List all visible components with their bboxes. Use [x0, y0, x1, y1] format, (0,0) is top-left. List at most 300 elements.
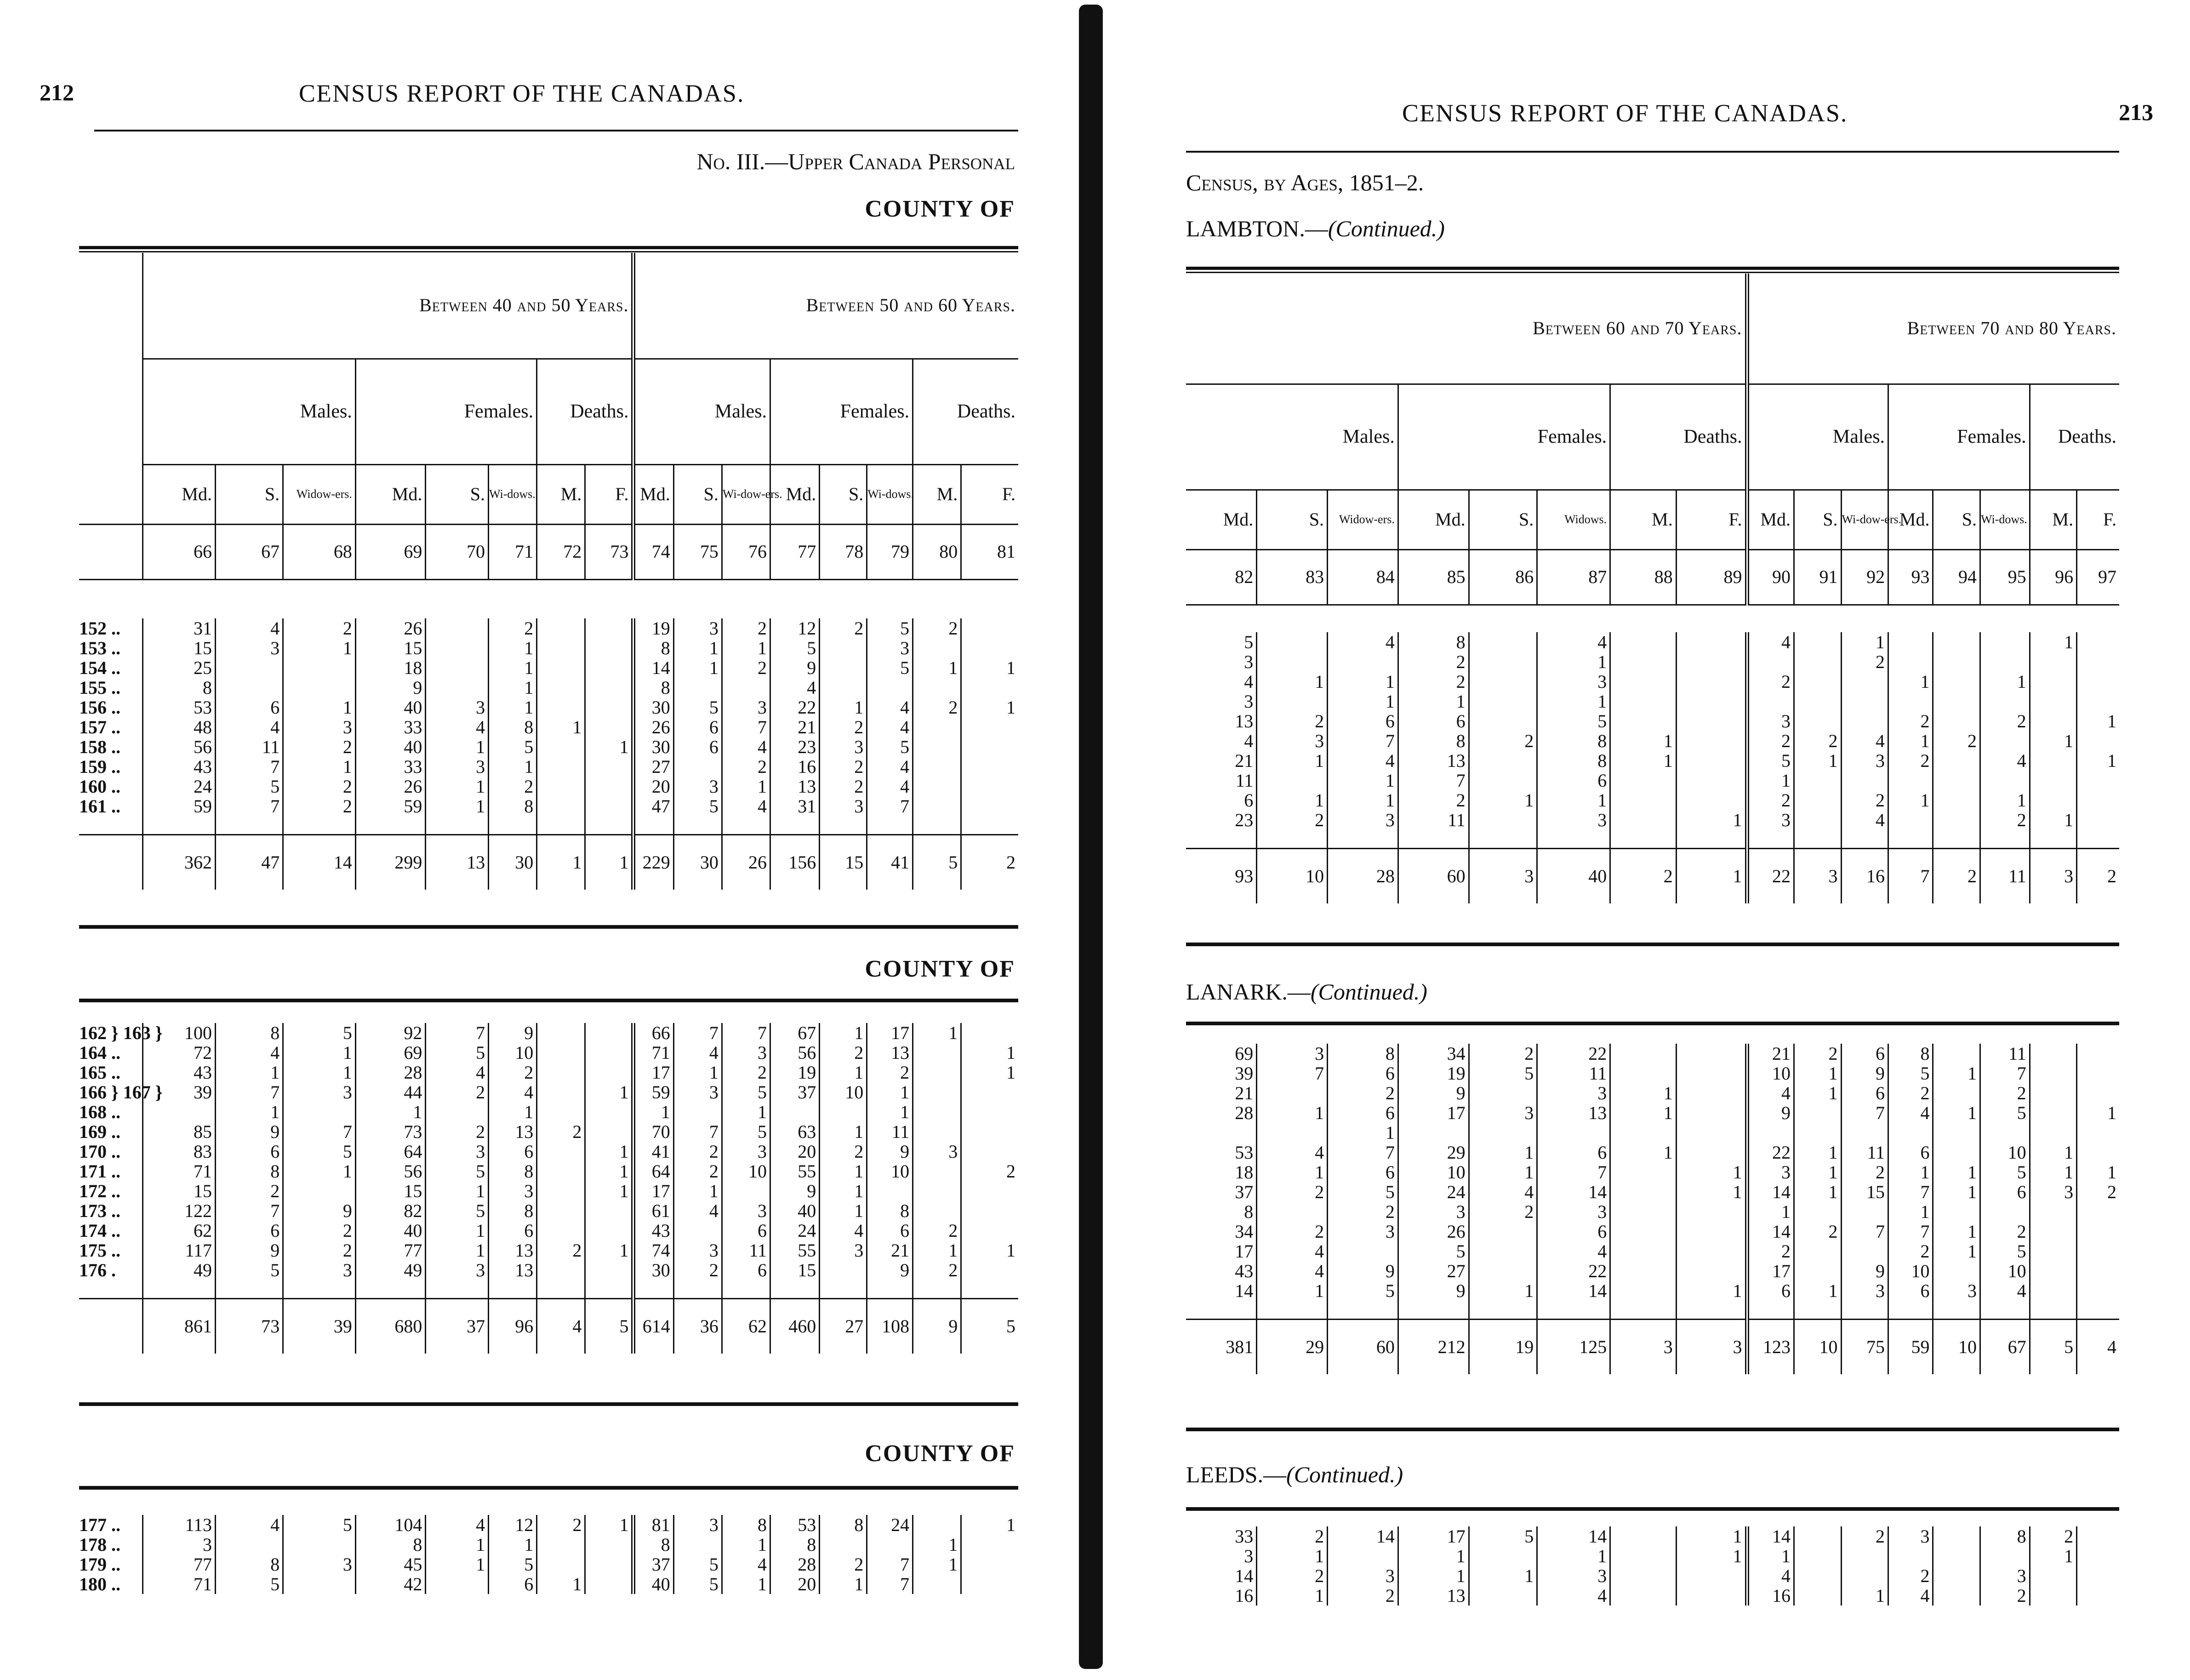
table-cell [1841, 672, 1888, 691]
table-cell [585, 1102, 633, 1122]
table-cell: 7 [1888, 1182, 1933, 1202]
table-cell [2030, 1566, 2077, 1586]
table-cell: 1 [673, 638, 722, 658]
table-cell: 1 [1328, 1123, 1398, 1143]
table-cell [2030, 1586, 2077, 1606]
column-label: Wi-dow-ers. [1841, 490, 1888, 549]
table-cell: 7 [216, 1201, 283, 1221]
table-cell [283, 1535, 356, 1554]
table-cell [913, 1102, 961, 1122]
table-cell [1933, 771, 1980, 790]
table-cell [537, 618, 585, 638]
table-cell: 1 [673, 658, 722, 678]
table-cell [143, 1102, 216, 1122]
table-cell: 5 [216, 1574, 283, 1594]
table-cell [673, 1535, 722, 1554]
table-cell [1610, 1123, 1677, 1143]
table-cell: 16 [1747, 1586, 1794, 1606]
table-cell: 2 [820, 618, 867, 638]
table-cell: 8 [489, 1201, 537, 1221]
table-row [79, 1221, 1018, 1240]
table-cell: 71 [143, 1161, 216, 1181]
section-rule [1186, 943, 2119, 946]
table-cell: 1 [489, 697, 537, 717]
table-cell: 3 [1537, 810, 1610, 830]
row-label: 175 .. [79, 1240, 120, 1261]
total-cell: 2 [1933, 848, 1980, 903]
table-top-rule [79, 246, 1018, 252]
table-cell [537, 1161, 585, 1181]
total-cell: 2 [961, 834, 1018, 890]
table-cell: 4 [1980, 1281, 2030, 1301]
column-label: S. [1794, 490, 1842, 549]
table-cell: 71 [633, 1043, 673, 1063]
table-cell: 6 [1328, 1063, 1398, 1083]
column-number: 78 [820, 524, 867, 579]
table-cell: 13 [770, 777, 820, 796]
table-cell: 1 [1933, 1182, 1980, 1202]
table-cell [913, 757, 961, 777]
table-cell: 2 [722, 618, 770, 638]
table-cell: 53 [143, 697, 216, 717]
table-cell: 14 [633, 658, 673, 678]
table-cell [2030, 1261, 2077, 1281]
table-cell: 1 [216, 1102, 283, 1122]
table-cell [1933, 672, 1980, 691]
table-cell [585, 1063, 633, 1082]
total-cell: 10 [1933, 1319, 1980, 1374]
table-row [79, 638, 1018, 658]
table-cell [2077, 1143, 2119, 1162]
table-cell [1933, 1083, 1980, 1103]
table-cell: 6 [1244, 789, 1254, 811]
table-cell: 1 [2030, 632, 2077, 652]
table-cell: 1 [961, 658, 1018, 678]
table-cell: 14 [1747, 1182, 1794, 1202]
table-cell: 3 [1980, 1566, 2030, 1586]
table-cell [585, 1535, 633, 1554]
table-cell [1610, 1281, 1677, 1301]
row-label: 166 } 167 } [79, 1081, 163, 1103]
table-cell: 6 [1888, 1143, 1933, 1162]
table-cell [1888, 691, 1933, 711]
table-cell: 1 [489, 678, 537, 697]
table-cell [585, 1043, 633, 1063]
total-cell: 30 [673, 834, 722, 890]
table-cell: 1 [1888, 1202, 1933, 1222]
column-label: S. [673, 464, 722, 524]
table-cell: 5 [1980, 1103, 2030, 1123]
table-cell [585, 678, 633, 697]
table-cell: 3 [913, 1142, 961, 1161]
table-cell: 1 [633, 1102, 673, 1122]
table-cell [537, 678, 585, 697]
table-cell: 2 [1469, 731, 1537, 751]
column-number: 85 [1398, 549, 1469, 605]
table-cell: 4 [722, 1554, 770, 1574]
table-cell: 3 [722, 697, 770, 717]
table-cell [913, 1515, 961, 1535]
table-cell: 7 [1537, 1162, 1610, 1182]
table-cell [913, 1063, 961, 1082]
table-cell: 1 [426, 1535, 489, 1554]
table-cell: 4 [867, 697, 913, 717]
table-cell: 8 [1244, 1201, 1254, 1222]
table-cell [537, 757, 585, 777]
table-cell [2077, 1083, 2119, 1103]
table-cell [426, 618, 489, 638]
table-cell [1980, 1546, 2030, 1566]
table-cell: 2 [537, 1240, 585, 1260]
table-cell: 1 [489, 1102, 537, 1122]
table-cell: 6 [1888, 1281, 1933, 1301]
table-cell: 3 [489, 1181, 537, 1201]
table-cell: 2 [1257, 711, 1328, 731]
table-cell [2077, 672, 2119, 691]
table-cell [2030, 672, 2077, 691]
table-cell [1933, 711, 1980, 731]
table-cell: 11 [1841, 1143, 1888, 1162]
table-cell: 8 [633, 1535, 673, 1554]
table-cell: 4 [1244, 671, 1254, 692]
table-cell: 49 [355, 1260, 425, 1280]
table-row [1186, 810, 2119, 830]
table-cell [2077, 731, 2119, 751]
total-cell: 861 [143, 1298, 216, 1354]
table-cell [2030, 771, 2077, 790]
table-row [1186, 632, 2119, 652]
table-cell: 1 [283, 638, 356, 658]
total-cell: 93 [1186, 848, 1257, 903]
table-cell: 7 [1257, 1063, 1328, 1083]
table-cell [722, 1181, 770, 1201]
table-cell: 92 [355, 1023, 425, 1043]
table-cell: 2 [1398, 652, 1469, 672]
table-cell: 3 [426, 757, 489, 777]
table-cell: 8 [1888, 1044, 1933, 1063]
total-cell: 229 [633, 834, 673, 890]
table-cell: 10 [489, 1043, 537, 1063]
table-cell: 55 [770, 1161, 820, 1181]
sub-header-males: Males. [143, 359, 356, 464]
data-table-section-1 [79, 618, 1018, 890]
head-rule [94, 130, 1018, 131]
county-name: LEEDS. [1186, 1462, 1264, 1487]
table-row [1186, 1123, 2119, 1143]
table-cell: 3 [2030, 1182, 2077, 1202]
table-cell: 13 [1235, 710, 1254, 731]
table-cell: 3 [1257, 1044, 1328, 1063]
table-cell [1610, 691, 1677, 711]
table-cell: 19 [633, 618, 673, 638]
table-cell: 39 [1235, 1063, 1254, 1084]
total-cell: 3 [1794, 848, 1842, 903]
table-cell [585, 638, 633, 658]
table-cell: 21 [1235, 750, 1254, 771]
table-cell: 1 [426, 737, 489, 757]
total-cell: 5 [585, 1298, 633, 1354]
total-cell: 614 [633, 1298, 673, 1354]
table-cell [913, 777, 961, 796]
table-row [79, 1535, 1018, 1554]
table-cell [2030, 1103, 2077, 1123]
column-number: 94 [1933, 549, 1980, 605]
table-cell: 8 [1980, 1526, 2030, 1546]
column-number: 68 [283, 524, 356, 579]
table-cell: 24 [1398, 1182, 1469, 1202]
table-cell [537, 1221, 585, 1240]
table-cell [722, 678, 770, 697]
table-cell: 7 [673, 1122, 722, 1142]
section-rule [79, 925, 1018, 929]
table-cell: 1 [1537, 691, 1610, 711]
total-cell: 11 [1980, 848, 2030, 903]
table-cell: 16 [770, 757, 820, 777]
table-cell [961, 1535, 1018, 1554]
table-cell [1610, 672, 1677, 691]
total-cell: 37 [426, 1298, 489, 1354]
table-cell [585, 717, 633, 737]
table-cell: 31 [770, 796, 820, 816]
table-row [79, 697, 1018, 717]
row-label: 171 .. [79, 1160, 120, 1182]
table-cell: 9 [1398, 1281, 1469, 1301]
table-cell: 2 [1328, 1083, 1398, 1103]
table-cell: 8 [770, 1535, 820, 1554]
table-cell: 1 [820, 1161, 867, 1181]
table-row [1186, 751, 2119, 771]
table-cell: 17 [1747, 1261, 1794, 1281]
table-cell: 1 [1888, 1162, 1933, 1182]
column-number: 96 [2030, 549, 2077, 605]
table-row [1186, 731, 2119, 751]
table-cell: 15 [355, 1181, 425, 1201]
table-cell [1980, 1123, 2030, 1143]
table-cell: 2 [1980, 1222, 2030, 1241]
table-cell [1398, 1123, 1469, 1143]
table-cell [1676, 790, 1747, 810]
table-cell: 1 [2030, 1546, 2077, 1566]
table-cell: 3 [1244, 1545, 1254, 1566]
table-cell: 1 [913, 1023, 961, 1043]
table-cell [216, 1535, 283, 1554]
table-cell [1469, 1546, 1537, 1566]
table-cell [585, 1221, 633, 1240]
table-cell: 4 [722, 737, 770, 757]
section-rule [79, 999, 1018, 1002]
table-cell: 3 [1537, 672, 1610, 691]
table-cell [913, 796, 961, 816]
row-label: 160 .. [79, 776, 120, 797]
table-cell: 1 [673, 1063, 722, 1082]
table-cell: 9 [1747, 1103, 1794, 1123]
table-cell: 26 [355, 777, 425, 796]
table-cell [1933, 1261, 1980, 1281]
table-cell [1933, 1044, 1980, 1063]
table-cell: 122 [143, 1201, 216, 1221]
table-cell [820, 638, 867, 658]
table-cell: 7 [1841, 1222, 1888, 1241]
column-number: 72 [537, 524, 585, 579]
table-cell [585, 1574, 633, 1594]
table-cell: 64 [633, 1161, 673, 1181]
table-row [79, 717, 1018, 737]
table-cell: 64 [355, 1142, 425, 1161]
table-cell [1676, 1202, 1747, 1222]
table-cell: 4 [770, 678, 820, 697]
table-cell: 3 [1244, 651, 1254, 672]
table-cell [1747, 652, 1794, 672]
table-cell: 5 [1747, 751, 1794, 771]
table-cell [585, 777, 633, 796]
table-cell: 1 [1794, 1083, 1842, 1103]
table-cell: 12 [770, 618, 820, 638]
table-cell: 2 [1980, 810, 2030, 830]
total-cell: 3 [2030, 848, 2077, 903]
table-cell: 1 [426, 796, 489, 816]
table-cell: 24 [143, 777, 216, 796]
table-cell [1610, 632, 1677, 652]
table-cell: 1 [2030, 1143, 2077, 1162]
table-cell: 2 [1888, 711, 1933, 731]
table-cell: 7 [216, 1082, 283, 1102]
table-cell: 10 [1888, 1261, 1933, 1281]
table-cell: 7 [867, 796, 913, 816]
table-cell: 1 [1328, 672, 1398, 691]
table-row [79, 1181, 1018, 1201]
table-cell: 1 [820, 697, 867, 717]
table-cell: 2 [1257, 1526, 1328, 1546]
table-cell [537, 1142, 585, 1161]
table-cell [961, 1201, 1018, 1221]
table-cell: 1 [1841, 632, 1888, 652]
table-cell: 1 [722, 638, 770, 658]
table-cell: 40 [633, 1574, 673, 1594]
table-cell: 4 [216, 1043, 283, 1063]
column-label: Wi-dows. [489, 464, 537, 524]
table-cell [1841, 771, 1888, 790]
column-label: Md. [770, 464, 820, 524]
table-cell [1676, 652, 1747, 672]
table-cell [1841, 1123, 1888, 1143]
table-cell: 3 [283, 1554, 356, 1574]
table-cell: 56 [355, 1161, 425, 1181]
total-cell: 10 [1257, 848, 1328, 903]
table-cell: 28 [1235, 1102, 1254, 1123]
table-cell: 8 [216, 1554, 283, 1574]
table-cell: 1 [1469, 1143, 1537, 1162]
total-cell: 10 [1794, 1319, 1842, 1374]
table-cell [537, 1201, 585, 1221]
table-cell: 4 [489, 1082, 537, 1102]
table-cell: 2 [1328, 1586, 1398, 1606]
table-cell [2077, 1281, 2119, 1301]
table-cell [2077, 1586, 2119, 1606]
table-cell: 3 [283, 717, 356, 737]
table-row [79, 1043, 1018, 1063]
table-cell: 27 [633, 757, 673, 777]
table-cell [961, 678, 1018, 697]
table-row [79, 1023, 1018, 1043]
row-label: 168 .. [79, 1101, 120, 1122]
table-cell: 44 [355, 1082, 425, 1102]
table-cell [2077, 1241, 2119, 1261]
table-cell: 3 [673, 618, 722, 638]
table-cell: 9 [216, 1240, 283, 1260]
table-cell [1676, 731, 1747, 751]
table-cell: 1 [537, 1574, 585, 1594]
table-cell: 3 [820, 796, 867, 816]
table-cell: 3 [722, 1201, 770, 1221]
total-cell: 123 [1747, 1319, 1794, 1374]
table-cell: 3 [722, 1142, 770, 1161]
table-cell: 2 [913, 697, 961, 717]
table-cell [913, 1082, 961, 1102]
total-cell: 73 [216, 1298, 283, 1354]
table-cell: 1 [426, 777, 489, 796]
table-cell [1794, 691, 1842, 711]
table-cell: 1 [1794, 1143, 1842, 1162]
table-cell [2077, 1044, 2119, 1063]
column-label: Md. [633, 464, 673, 524]
table-cell: 5 [673, 796, 722, 816]
table-cell: 5 [673, 1554, 722, 1574]
table-cell [1676, 1261, 1747, 1281]
table-cell [2077, 1202, 2119, 1222]
table-cell: 3 [673, 1240, 722, 1260]
table-cell: 8 [216, 1161, 283, 1181]
table-row [79, 1082, 1018, 1102]
total-cell: 3 [1676, 1319, 1747, 1374]
table-cell: 6 [216, 697, 283, 717]
table-cell [537, 1181, 585, 1201]
table-cell: 24 [770, 1221, 820, 1240]
table-cell [1469, 652, 1537, 672]
table-cell: 1 [1257, 1586, 1328, 1606]
table-cell: 1 [1328, 691, 1398, 711]
table-cell: 11 [1537, 1063, 1610, 1083]
table-cell: 1 [961, 1063, 1018, 1082]
table-cell [585, 1023, 633, 1043]
page-number: 212 [40, 80, 74, 105]
table-cell: 6 [1537, 1222, 1610, 1241]
table-cell: 1 [1610, 1083, 1677, 1103]
row-label: 164 .. [79, 1042, 120, 1063]
total-cell: 4 [2077, 1319, 2119, 1374]
table-cell: 5 [283, 1023, 356, 1043]
table-cell [961, 717, 1018, 737]
sub-header-deaths: Deaths. [2030, 384, 2119, 490]
table-cell [1610, 771, 1677, 790]
table-cell: 1 [1794, 1182, 1842, 1202]
table-cell: 6 [722, 1221, 770, 1240]
table-cell: 3 [1537, 1202, 1610, 1222]
table-cell: 1 [2077, 1103, 2119, 1123]
table-cell: 1 [820, 1201, 867, 1221]
table-cell: 1 [426, 1240, 489, 1260]
table-row [1186, 771, 2119, 790]
table-cell [216, 658, 283, 678]
table-cell: 3 [1537, 1566, 1610, 1586]
table-cell: 43 [143, 1063, 216, 1082]
table-cell [537, 1043, 585, 1063]
table-cell: 6 [673, 717, 722, 737]
group-header-50-60: Between 50 and 60 Years. [633, 253, 1018, 359]
table-cell [1469, 632, 1537, 652]
table-cell: 2 [913, 1221, 961, 1240]
table-cell [1676, 1103, 1747, 1123]
table-cell: 5 [1980, 1162, 2030, 1182]
